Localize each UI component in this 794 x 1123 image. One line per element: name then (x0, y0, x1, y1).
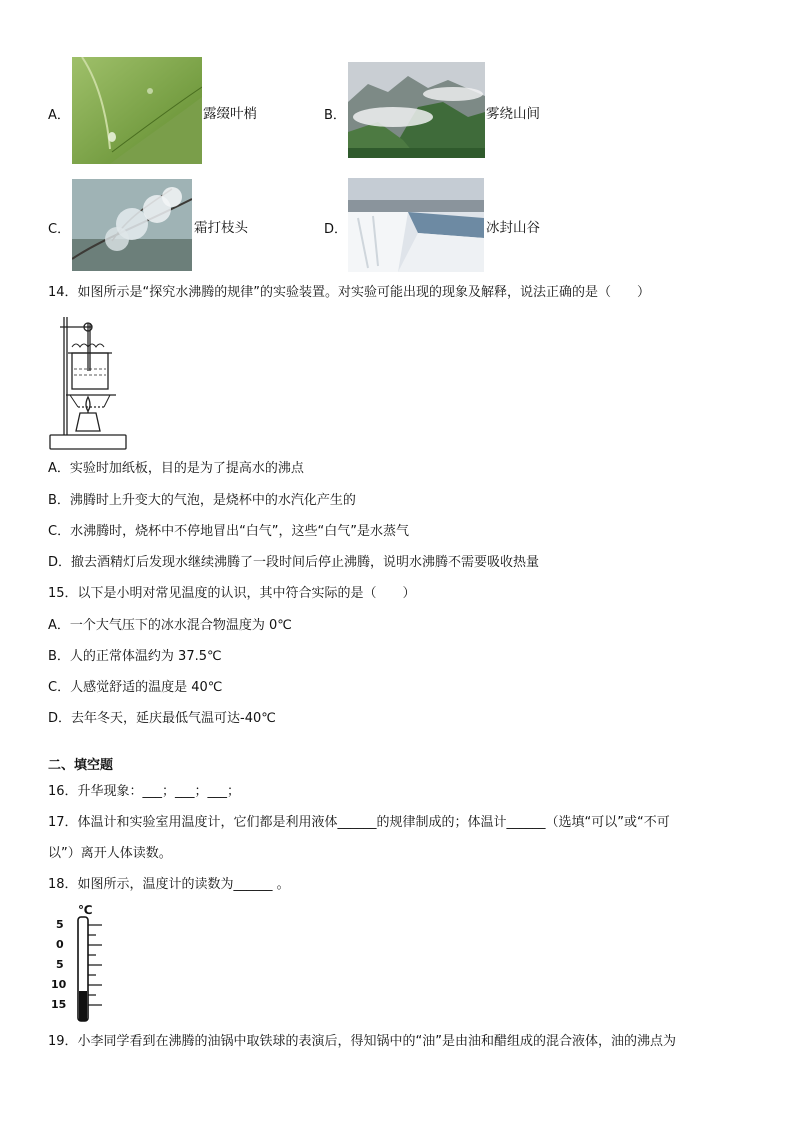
thermometer-label: 5 (56, 958, 64, 971)
question-14-option-a: A．实验时加纸板，目的是为了提高水的沸点 (48, 461, 304, 476)
frozen-valley-image (348, 178, 484, 272)
thermometer-figure (50, 905, 120, 1023)
question-14-option-c: C．水沸腾时，烧杯中不停地冒出“白气”，这些“白气”是水蒸气 (48, 524, 410, 539)
question-15-option-b: B．人的正常体温约为 37.5℃ (48, 649, 222, 664)
section-title: 二、填空题 (48, 758, 114, 773)
option-b-caption: 雾绕山间 (486, 106, 540, 122)
question-15-option-c: C．人感觉舒适的温度是 40℃ (48, 680, 223, 695)
option-d-letter: D． (324, 222, 348, 237)
question-14-option-d: D．撤去酒精灯后发现水继续沸腾了一段时间后停止沸腾，说明水沸腾不需要吸收热量 (48, 555, 540, 570)
thermometer-label: 15 (51, 998, 67, 1011)
thermometer-label: 10 (51, 978, 67, 991)
option-c-caption: 霜打枝头 (194, 220, 248, 236)
frost-branches-image (72, 179, 192, 271)
option-a-letter: A． (48, 108, 70, 123)
question-14-stem: 14．如图所示是“探究水沸腾的规律”的实验装置。对实验可能出现的现象及解释，说法正确的是（ ） (48, 285, 651, 300)
option-b-letter: B． (324, 108, 346, 123)
question-17-line-2: 以”）离开人体读数。 (48, 846, 172, 861)
boiling-apparatus-diagram (48, 313, 128, 453)
option-a-caption: 露缀叶梢 (203, 106, 257, 122)
fog-mountains-image (348, 62, 485, 158)
question-18: 18．如图所示，温度计的读数为______ 。 (48, 877, 290, 892)
option-d-caption: 冰封山谷 (486, 220, 540, 236)
question-15-option-d: D．去年冬天，延庆最低气温可达-40℃ (48, 711, 276, 726)
thermometer-unit: ℃ (78, 903, 93, 917)
question-15-stem: 15．以下是小明对常见温度的认识，其中符合实际的是（ ） (48, 586, 416, 601)
question-16: 16．升华现象：___；___；___； (48, 784, 241, 799)
dew-on-leaf-image (72, 57, 202, 164)
question-19: 19．小李同学看到在沸腾的油锅中取铁球的表演后，得知锅中的“油”是由油和醋组成的混合液体，油的沸点为 (48, 1034, 677, 1049)
question-15-option-a: A．一个大气压下的冰水混合物温度为 0℃ (48, 618, 292, 633)
thermometer-label: 5 (56, 918, 64, 931)
option-c-letter: C． (48, 222, 71, 237)
question-17-line-1: 17．体温计和实验室用温度计，它们都是利用液体______的规律制成的；体温计______（选填“可以”或“不可 (48, 815, 670, 830)
question-14-option-b: B．沸腾时上升变大的气泡，是烧杯中的水汽化产生的 (48, 493, 356, 508)
thermometer-label: 0 (56, 938, 64, 951)
